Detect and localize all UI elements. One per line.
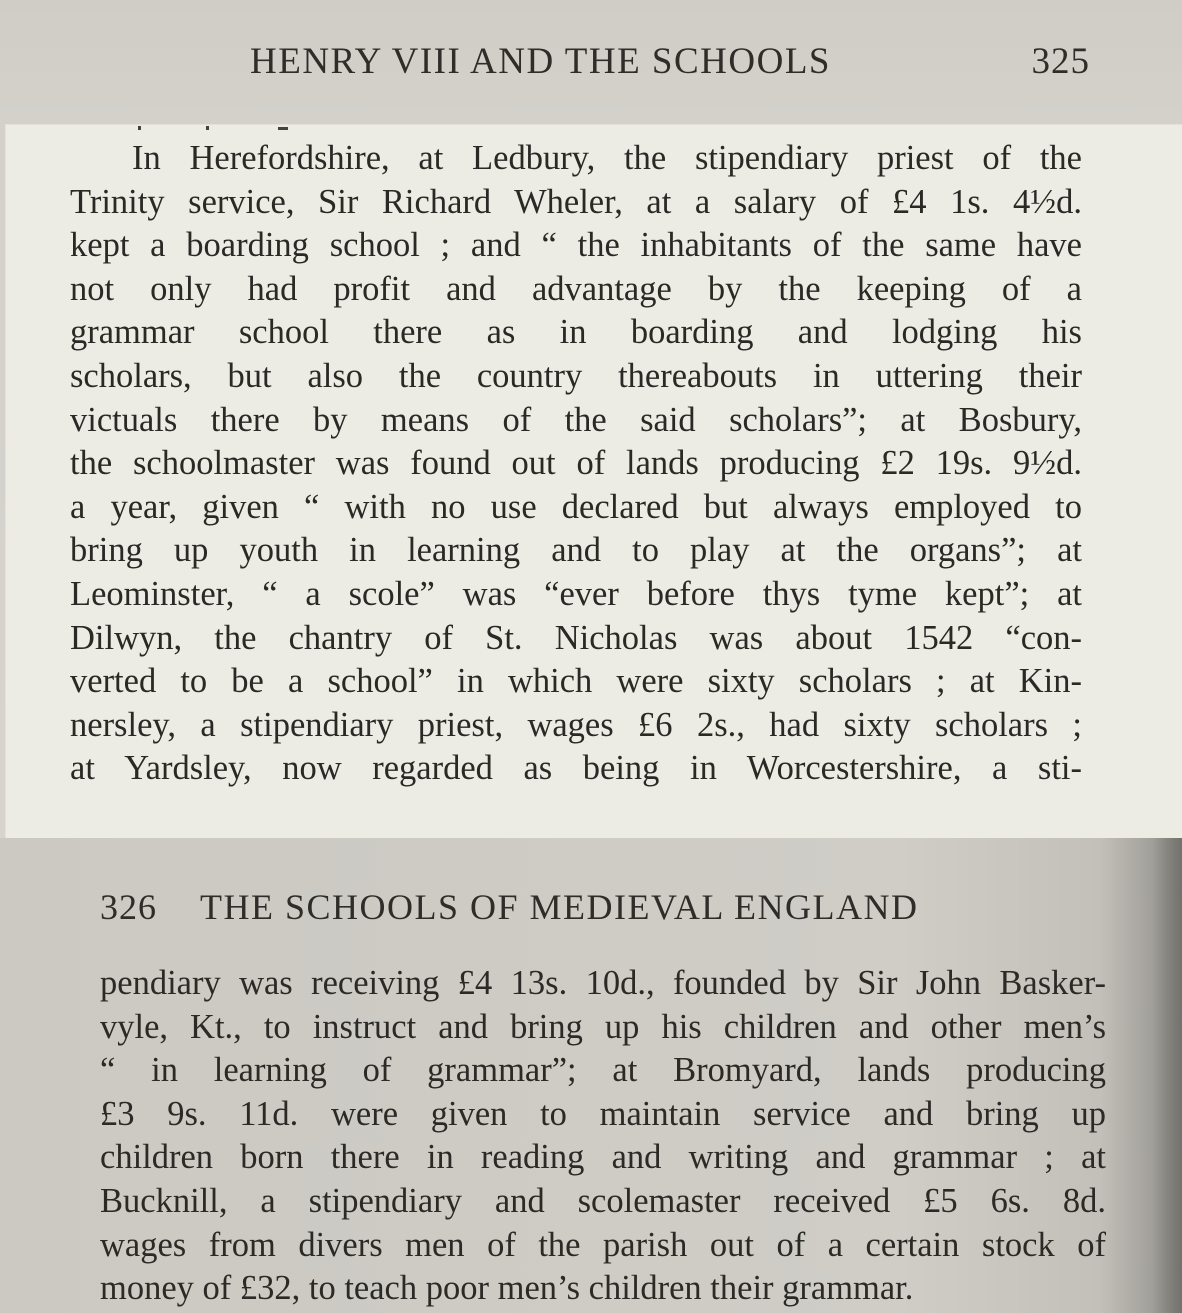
running-title-325: HENRY VIII AND THE SCHOOLS (250, 41, 832, 82)
cropped-line-remnant (136, 125, 336, 133)
page-header-325 (250, 40, 1090, 90)
text-line: Bucknill, a stipendiary and scolemaster received £5 6s. 8d. (100, 1181, 1106, 1220)
text-line: Trinity service, Sir Richard Wheler, at a salary of £4 1s. 4½d. (70, 182, 1082, 221)
text-line: wages from divers men of the parish out of a certain stock of (100, 1225, 1106, 1264)
text-line: pendiary was receiving £4 13s. 10d., founded by Sir John Basker- (100, 964, 1106, 1002)
text-line: bring up youth in learning and to play at the organs”; at (70, 531, 1082, 570)
page-number-326: 326 (100, 887, 157, 927)
text-line: money of £32, to teach poor men’s children their grammar. (100, 1269, 914, 1308)
text-line: vyle, Kt., to instruct and bring up his children and other men’s (100, 1007, 1106, 1046)
body-text-326 (100, 962, 1106, 1311)
text-line: a year, given “ with no use declared but always employed to (70, 487, 1082, 526)
page-header-326 (100, 886, 1100, 934)
text-line: at Yardsley, now regarded as being in Worcestershire, a sti- (70, 749, 1082, 788)
body-text-325 (70, 137, 1082, 791)
text-line: “ in learning of grammar”; at Bromyard, lands producing (100, 1051, 1106, 1090)
text-line: children born there in reading and writing and grammar ; at (100, 1138, 1106, 1177)
book-spine-shadow (1152, 838, 1182, 1313)
text-line: victuals there by means of the said scholars”; at Bosbury, (70, 400, 1082, 439)
text-line: verted to be a school” in which were sixty scholars ; at Kin- (70, 662, 1082, 701)
text-line: grammar school there as in boarding and lodging his (70, 313, 1082, 352)
text-line: kept a boarding school ; and “ the inhabitants of the same have (70, 226, 1082, 265)
text-line: Dilwyn, the chantry of St. Nicholas was about 1542 “con- (70, 618, 1082, 657)
running-title-326: THE SCHOOLS OF MEDIEVAL ENGLAND (200, 887, 919, 927)
text-line: £3 9s. 11d. were given to maintain service and bring up (100, 1094, 1106, 1133)
text-line: scholars, but also the country thereabouts in uttering their (70, 356, 1082, 395)
text-line: nersley, a stipendiary priest, wages £6 2s., had sixty scholars ; (70, 705, 1082, 744)
text-line: Leominster, “ a scole” was “ever before thys tyme kept”; at (70, 574, 1082, 613)
page-number-325: 325 (1031, 41, 1090, 82)
text-line: not only had profit and advantage by the keeping of a (70, 269, 1082, 308)
text-line: In Herefordshire, at Ledbury, the stipendiary priest of the (132, 139, 1082, 177)
text-line: the schoolmaster was found out of lands producing £2 19s. 9½d. (70, 444, 1082, 483)
